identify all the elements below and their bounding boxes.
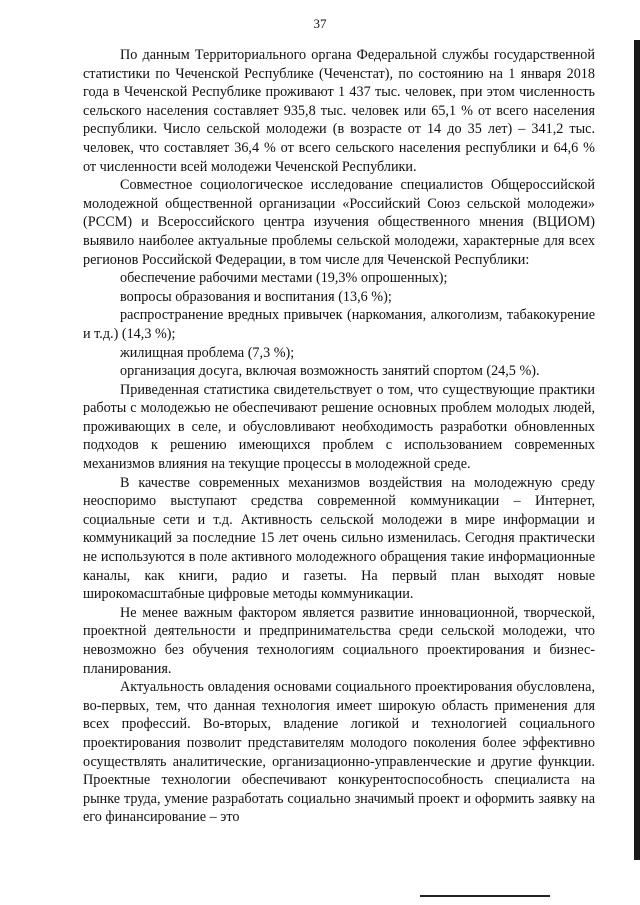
scan-edge-bar xyxy=(634,40,640,860)
paragraph-communication: В качестве современных механизмов воздействия на молодежную среду неоспоримо выступают средства современной коммуникации – Интернет, социальные сети и т.д. Активность сельской молодежи в мире информации и коммуникаций за последние 15 лет очень сильно изменилась. Сегодня практически не используются в поле активного молодежного обращения такие информационные каналы, как книги, радио и газеты. На первый план выходят новые широкомасштабные цифровые методы коммуникации. xyxy=(83,474,595,603)
paragraph-population-stats: По данным Территориального органа Федеральной службы государственной статистики по Чеченской Республике (Чеченстат), по состоянию на 1 января 2018 года в Чеченской Республике проживают 1 437 тыс. человек, при этом численность сельского населения составляет 935,8 тыс. человек или 65,1 % от всего населения республики. Число сельской молодежи (в возрасте от 14 до 35 лет) – 341,2 тыс. человек, что составляет 36,4 % от всего сельского населения республики и 64,6 % от численности всей молодежи Чеченской Республики. xyxy=(83,47,595,175)
list-item: вопросы образования и воспитания (13,6 %); xyxy=(120,288,392,305)
page-number: 37 xyxy=(313,16,327,31)
paragraph-statistics-conclusion: Приведенная статистика свидетельствует о том, что существующие практики работы с молодежью не обеспечивают решение основных проблем молодых людей, проживающих в селе, и обусловливают необходимость разработки обновленных подходов к решению имеющихся проблем с использованием современных механизмов влияния на текущие процессы в молодежной среде. xyxy=(83,381,595,473)
list-item: жилищная проблема (7,3 %); xyxy=(120,344,295,361)
list-item: распространение вредных привычек (наркомания, алкоголизм, табакокурение и т.д.) (14,3 %); xyxy=(83,307,595,342)
paragraph-innovation: Не менее важным фактором является развитие инновационной, творческой, проектной деятельности и предпринимательства среди сельской молодежи, что невозможно без обучения технологиям социального проектирования и бизнес-планирования. xyxy=(83,604,595,677)
list-item: обеспечение рабочими местами (19,3% опрошенных); xyxy=(120,270,448,287)
paragraph-project-design: Актуальность овладения основами социального проектирования обусловлена, во-первых, тем, что данная технология имеет широкую область применения для всех профессий. Во-вторых, владение логикой и технологией социального проектирования позволит представителям молодого поколения более эффективно осуществлять аналитические, организационно-управленческие и другие функции. Проектные технологии обеспечивают конкурентоспособность специалиста на рынке труда, умение разработать социально значимый проект и оформить заявку на его финансирование – это xyxy=(83,679,595,826)
list-item: организация досуга, включая возможность занятий спортом (24,5 %). xyxy=(120,363,540,380)
document-body xyxy=(83,46,595,827)
paragraph-survey-intro: Совместное социологическое исследование специалистов Общероссийской молодежной общественной организации «Российский Союз сельской молодежи» (РССМ) и Всероссийского центра изучения общественного мнения (ВЦИОМ) выявило наиболее актуальные проблемы сельской молодежи, характерные для всех регионов Российской Федерации, в том числе для Чеченской Республики: xyxy=(83,177,595,268)
scan-bottom-mark xyxy=(420,895,550,897)
